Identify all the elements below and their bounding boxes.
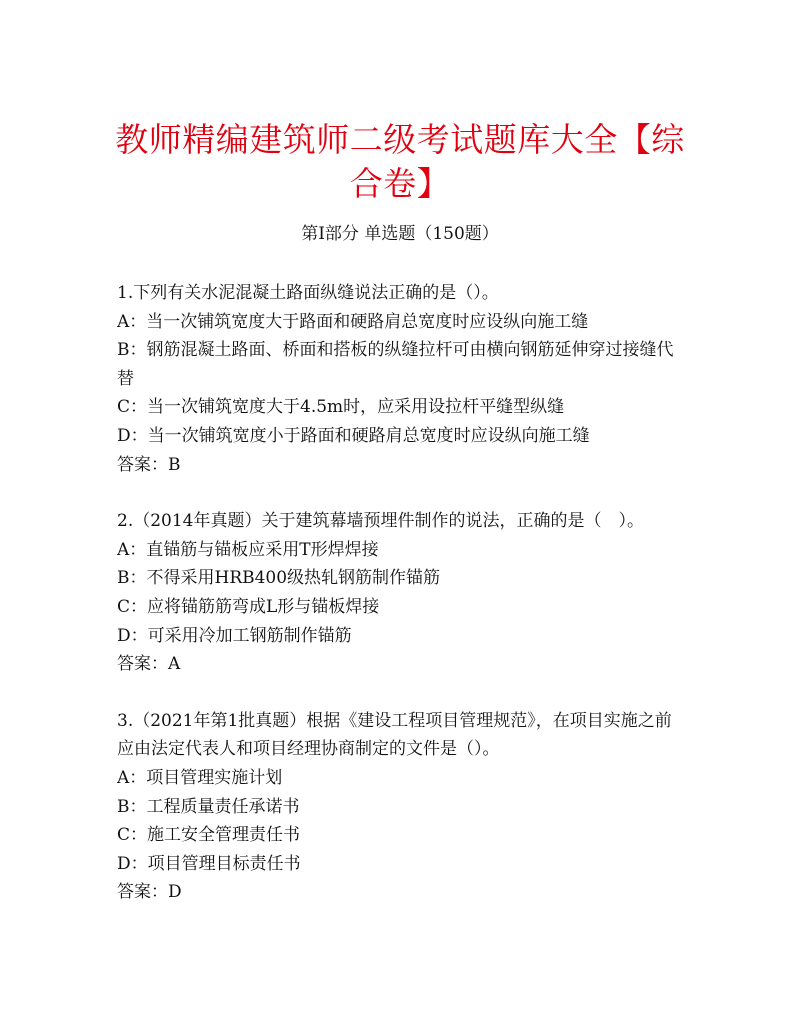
answer-text: 答案：A: [117, 654, 181, 675]
question-3: [117, 707, 687, 907]
option-c: C：当一次铺筑宽度大于4.5m时，应采用设拉杆平缝型纵缝: [117, 397, 565, 418]
option-a: A：项目管理实施计划: [117, 767, 283, 788]
answer-text: 答案：B: [117, 454, 181, 475]
option-c: C：施工安全管理责任书: [117, 825, 301, 846]
question-stem: 2.（2014年真题）关于建筑幕墙预埋件制作的说法，正确的是（ ）。: [117, 511, 644, 532]
option-d: D：当一次铺筑宽度小于路面和硬路肩总宽度时应设纵向施工缝: [117, 425, 590, 446]
option-a: A：直锚筋与锚板应采用T形焊焊接: [117, 539, 379, 560]
section-heading: 第I部分 单选题（150题）: [301, 224, 499, 244]
question-2: [117, 507, 687, 679]
option-a: A：当一次铺筑宽度大于路面和硬路肩总宽度时应设纵向施工缝: [117, 311, 589, 332]
option-c: C：应将锚筋筋弯成L形与锚板焊接: [117, 596, 380, 617]
option-d: D：项目管理目标责任书: [117, 853, 301, 874]
question-list: [117, 279, 687, 935]
question-1: [117, 279, 687, 479]
option-b: B：工程质量责任承诺书: [117, 796, 300, 817]
question-stem: 3.（2021年第1批真题）根据《建设工程项目管理规范》，在项目实施之前应由法定代表人和项目经理协商制定的文件是（）。: [117, 710, 672, 760]
question-stem: 1.下列有关水泥混凝土路面纵缝说法正确的是（）。: [117, 283, 499, 303]
document-title: 教师精编建筑师二级考试题库大全【综合卷】: [115, 120, 685, 203]
option-d: D：可采用冷加工钢筋制作锚筋: [117, 625, 352, 646]
option-b: B：不得采用HRB400级热轧钢筋制作锚筋: [117, 568, 441, 589]
answer-text: 答案：D: [117, 882, 182, 903]
option-b: B：钢筋混凝土路面、桥面和搭板的纵缝拉杆可由横向钢筋延伸穿过接缝代替: [117, 340, 674, 389]
